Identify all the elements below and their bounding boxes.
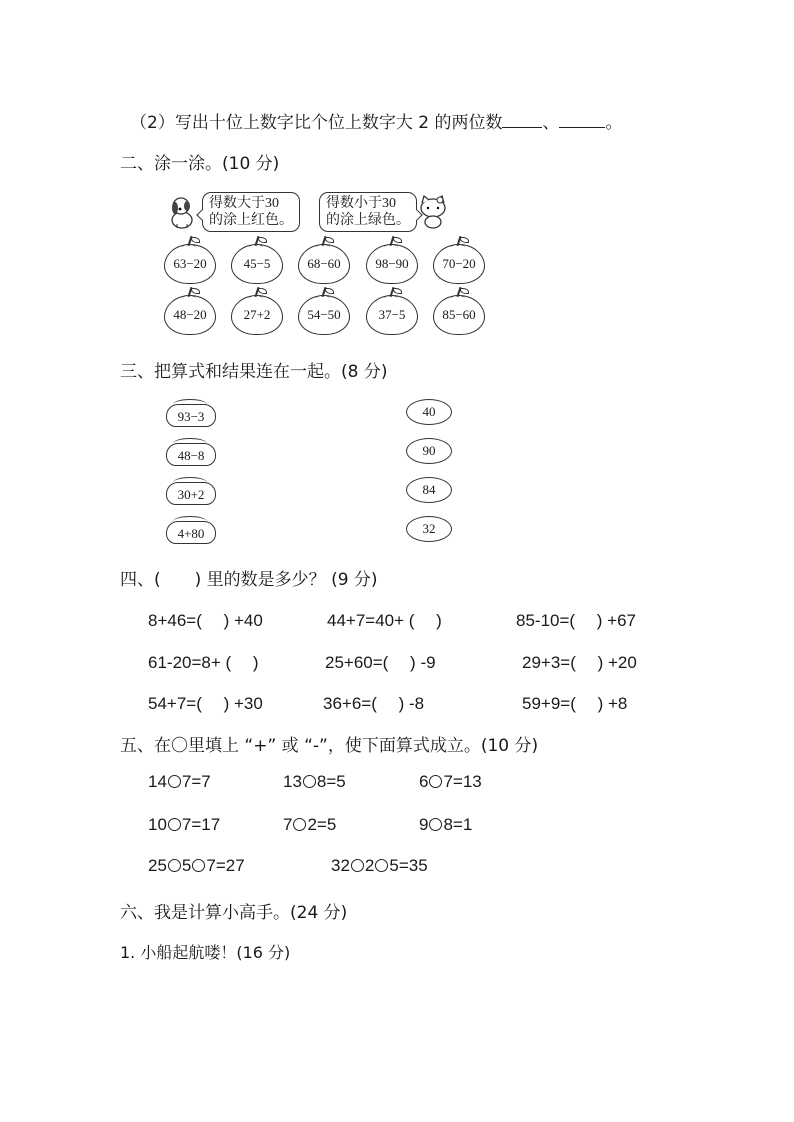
eq-4-2-2[interactable]: 25+60=( ) -9 — [325, 653, 436, 672]
result-label: 40 — [422, 404, 436, 419]
apple-label: 85−60 — [442, 307, 476, 322]
apple-label: 68−60 — [307, 256, 341, 271]
apple-label: 27+2 — [243, 307, 271, 322]
eq-5-1-1[interactable] — [148, 772, 211, 792]
apple-1-5[interactable] — [433, 244, 485, 284]
operand: 9 — [419, 815, 429, 834]
kitten-icon — [417, 194, 449, 230]
eq-5-1-3[interactable] — [419, 772, 482, 792]
operand: 7=17 — [181, 815, 221, 834]
operator-circle[interactable] — [168, 859, 181, 872]
operand: 8=5 — [316, 772, 346, 791]
section-6-title: 六、我是计算小高手。(24 分) — [120, 903, 348, 923]
section-5-title: 五、在〇里填上 “+” 或 “-”，使下面算式成立。(10 分) — [120, 736, 539, 756]
operand: 6 — [419, 772, 429, 791]
line-end: 。 — [605, 113, 623, 133]
bubble-red-rule — [202, 192, 300, 232]
operand: 7=13 — [443, 772, 482, 791]
apple-2-5[interactable] — [433, 295, 485, 335]
bubble-green-rule — [319, 192, 417, 232]
operator-circle[interactable] — [375, 859, 388, 872]
result-label: 90 — [422, 443, 436, 458]
apple-1-2[interactable] — [231, 244, 283, 284]
answer-blank-1[interactable] — [502, 113, 542, 128]
apple-2-2[interactable] — [231, 295, 283, 335]
expression-cloud-3[interactable] — [166, 482, 216, 505]
expression-cloud-2[interactable] — [166, 443, 216, 466]
eq-4-3-2[interactable]: 36+6=( ) -8 — [323, 694, 425, 713]
apple-2-1[interactable] — [164, 295, 216, 335]
result-oval-2[interactable] — [406, 438, 452, 464]
operand: 7=27 — [206, 856, 245, 875]
bubble-green-line2: 的涂上绿色。 — [326, 213, 410, 228]
operand: 5=35 — [389, 856, 428, 875]
question-2-text: （2）写出十位上数字比个位上数字大 2 的两位数 — [130, 113, 503, 133]
section-2-title: 二、涂一涂。(10 分) — [120, 154, 280, 174]
eq-4-3-3[interactable]: 59+9=( ) +8 — [522, 694, 628, 713]
eq-5-2-2[interactable] — [283, 815, 336, 835]
operand: 7 — [283, 815, 293, 834]
puppy-icon — [165, 194, 199, 230]
apple-1-4[interactable] — [366, 244, 418, 284]
question-2-line — [130, 108, 622, 133]
apple-label: 98−90 — [375, 256, 409, 271]
eq-4-1-2[interactable]: 44+7=40+ ( ) — [327, 611, 442, 630]
eq-5-1-2[interactable] — [283, 772, 346, 792]
expression-cloud-1[interactable] — [166, 404, 216, 427]
apple-label: 37−5 — [378, 307, 406, 322]
bubble-red-line1: 得数大于30 — [209, 196, 279, 211]
operator-circle[interactable] — [192, 859, 205, 872]
eq-4-1-3[interactable]: 85-10=( ) +67 — [516, 611, 637, 630]
operand: 2 — [364, 856, 375, 875]
apple-1-1[interactable] — [164, 244, 216, 284]
eq-5-3-1[interactable] — [148, 856, 245, 876]
section-4-title: 四、( ) 里的数是多少？ (9 分) — [120, 570, 378, 590]
operator-circle[interactable] — [429, 775, 442, 788]
operator-circle[interactable] — [168, 818, 181, 831]
operand: 13 — [283, 772, 302, 791]
separator: 、 — [542, 113, 560, 133]
result-oval-4[interactable] — [406, 516, 452, 542]
operand: 8=1 — [443, 815, 473, 834]
apple-label: 45−5 — [243, 256, 271, 271]
operand: 10 — [148, 815, 167, 834]
operand: 14 — [148, 772, 167, 791]
expression-label: 4+80 — [177, 526, 205, 541]
operand: 32 — [331, 856, 350, 875]
eq-4-2-1[interactable]: 61-20=8+ ( ) — [148, 653, 259, 672]
apple-label: 48−20 — [173, 307, 207, 322]
expression-cloud-4[interactable] — [166, 521, 216, 544]
eq-5-2-3[interactable] — [419, 815, 472, 835]
eq-4-1-1[interactable]: 8+46=( ) +40 — [148, 611, 263, 630]
operand: 5 — [181, 856, 192, 875]
eq-5-2-1[interactable] — [148, 815, 220, 835]
apple-2-3[interactable] — [298, 295, 350, 335]
result-oval-3[interactable] — [406, 477, 452, 503]
apple-1-3[interactable] — [298, 244, 350, 284]
operator-circle[interactable] — [303, 775, 316, 788]
eq-5-3-2[interactable] — [331, 856, 428, 876]
operand: 7=7 — [181, 772, 211, 791]
operator-circle[interactable] — [429, 818, 442, 831]
section-3-title: 三、把算式和结果连在一起。(8 分) — [120, 362, 388, 382]
eq-4-2-3[interactable]: 29+3=( ) +20 — [522, 653, 637, 672]
apple-label: 54−50 — [307, 307, 341, 322]
bubble-green-line1: 得数小于30 — [326, 196, 396, 211]
bubble-red-line2: 的涂上红色。 — [209, 213, 293, 228]
operand: 2=5 — [307, 815, 337, 834]
apple-label: 63−20 — [173, 256, 207, 271]
operator-circle[interactable] — [293, 818, 306, 831]
answer-blank-2[interactable] — [559, 113, 605, 128]
sub-question-1: 1. 小船起航喽！(16 分) — [120, 943, 291, 962]
expression-label: 30+2 — [177, 487, 205, 502]
result-oval-1[interactable] — [406, 399, 452, 425]
operator-circle[interactable] — [351, 859, 364, 872]
operand: 25 — [148, 856, 167, 875]
operator-circle[interactable] — [168, 775, 181, 788]
eq-4-3-1[interactable]: 54+7=( ) +30 — [148, 694, 263, 713]
apple-2-4[interactable] — [366, 295, 418, 335]
expression-label: 93−3 — [177, 409, 205, 424]
expression-label: 48−8 — [177, 448, 205, 463]
apple-label: 70−20 — [442, 256, 476, 271]
result-label: 32 — [422, 521, 436, 536]
result-label: 84 — [422, 482, 436, 497]
